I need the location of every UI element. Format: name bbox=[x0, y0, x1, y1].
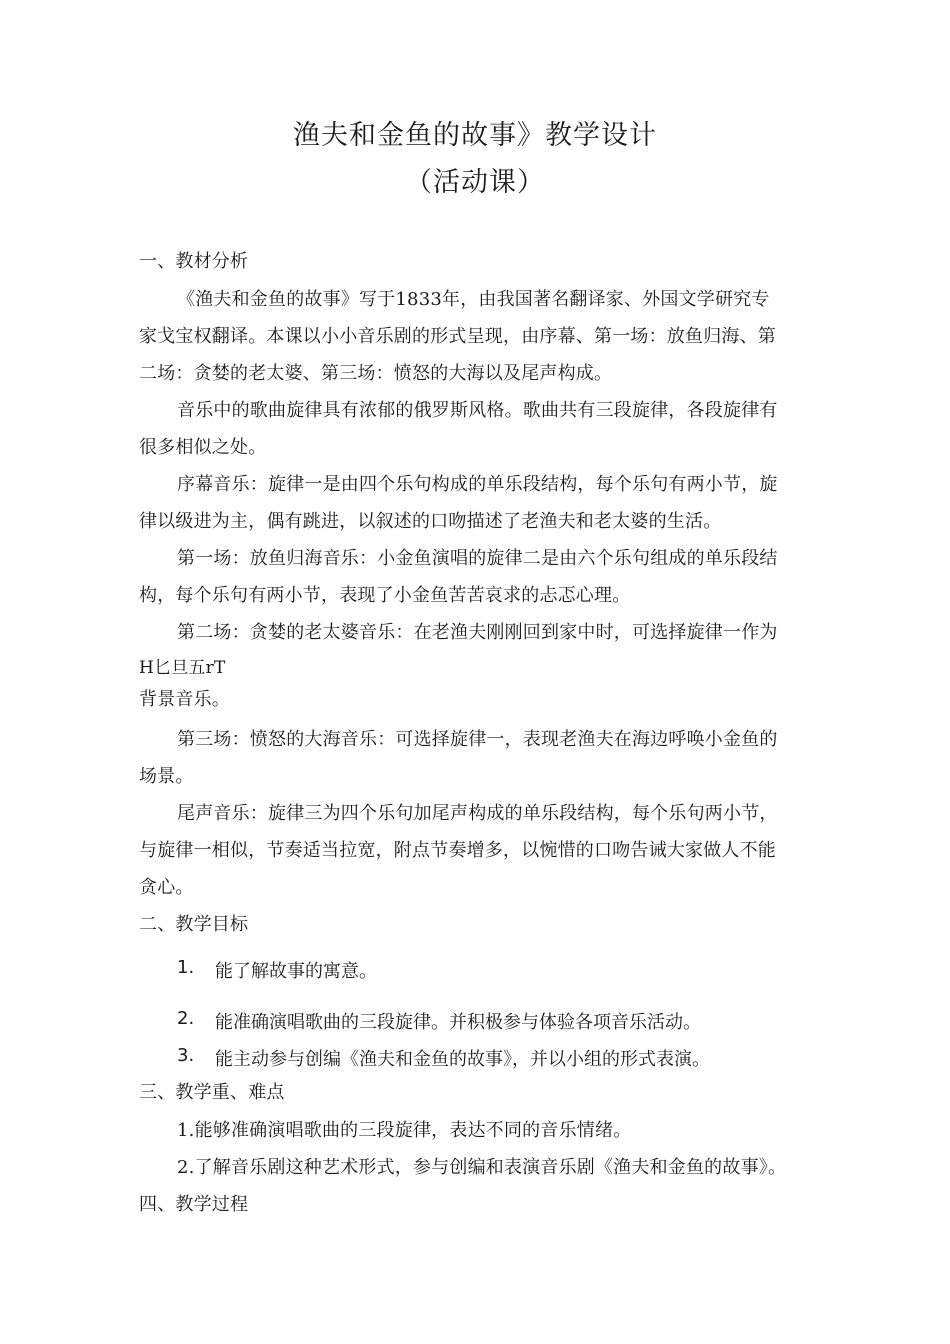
list-item-number: 3. bbox=[177, 1045, 195, 1066]
garbled-text-line: H匕旦五rT bbox=[139, 658, 226, 678]
section-heading-objectives: 二、教学目标 bbox=[139, 914, 249, 935]
list-item-text: 能主动参与创编《渔夫和金鱼的故事》，并以小组的形式表演。 bbox=[215, 1049, 710, 1070]
paragraph-line: 构，每个乐句有两小节，表现了小金鱼苦苦哀求的忐忑心理。 bbox=[139, 585, 631, 606]
document-subtitle: （活动课） bbox=[405, 167, 545, 198]
paragraph-line: 《渔夫和金鱼的故事》写于1833年，由我国著名翻译家、外国文学研究专 bbox=[177, 289, 770, 310]
paragraph-line: 第三场：愤怒的大海音乐：可选择旋律一，表现老渔夫在海边呼唤小金鱼的 bbox=[177, 729, 778, 750]
section-heading-materials: 一、教材分析 bbox=[139, 251, 249, 272]
paragraph-line: 贪心。 bbox=[139, 877, 194, 898]
paragraph-line: 背景音乐。 bbox=[139, 689, 230, 710]
list-item: 1.能够准确演唱歌曲的三段旋律，表达不同的音乐情绪。 bbox=[177, 1120, 632, 1141]
section-heading-key-points: 三、教学重、难点 bbox=[139, 1082, 285, 1103]
paragraph-line: 尾声音乐：旋律三为四个乐句加尾声构成的单乐段结构，每个乐句两小节， bbox=[177, 803, 778, 824]
paragraph-line: 二场：贪婪的老太婆、第三场：愤怒的大海以及尾声构成。 bbox=[139, 363, 613, 384]
list-item-number: 2. bbox=[177, 1008, 195, 1029]
section-heading-process: 四、教学过程 bbox=[139, 1194, 249, 1215]
paragraph-line: 律以级进为主，偶有跳进，以叙述的口吻描述了老渔夫和老太婆的生活。 bbox=[139, 511, 722, 532]
paragraph-line: 音乐中的歌曲旋律具有浓郁的俄罗斯风格。歌曲共有三段旋律，各段旋律有 bbox=[177, 400, 778, 421]
list-item: 2.了解音乐剧这种艺术形式，参与创编和表演音乐剧《渔夫和金鱼的故事》。 bbox=[177, 1157, 787, 1178]
paragraph-line: 场景。 bbox=[139, 766, 194, 787]
paragraph-line: 很多相似之处。 bbox=[139, 437, 267, 458]
document-title: 渔夫和金鱼的故事》教学设计 bbox=[293, 120, 657, 151]
list-item-number: 1. bbox=[177, 957, 195, 978]
paragraph-line: 第二场：贪婪的老太婆音乐：在老渔夫刚刚回到家中时，可选择旋律一作为 bbox=[177, 622, 778, 643]
paragraph-line: 序幕音乐：旋律一是由四个乐句构成的单乐段结构，每个乐句有两小节，旋 bbox=[177, 474, 778, 495]
paragraph-line: 家戈宝权翻译。本课以小小音乐剧的形式呈现，由序幕、第一场：放鱼归海、第 bbox=[139, 326, 776, 347]
paragraph-line: 与旋律一相似，节奏适当拉宽，附点节奏增多，以惋惜的口吻告诫大家做人不能 bbox=[139, 840, 776, 861]
list-item-text: 能准确演唱歌曲的三段旋律。并积极参与体验各项音乐活动。 bbox=[215, 1012, 701, 1033]
list-item-text: 能了解故事的寓意。 bbox=[215, 961, 377, 982]
paragraph-line: 第一场：放鱼归海音乐：小金鱼演唱的旋律二是由六个乐句组成的单乐段结 bbox=[177, 548, 778, 569]
